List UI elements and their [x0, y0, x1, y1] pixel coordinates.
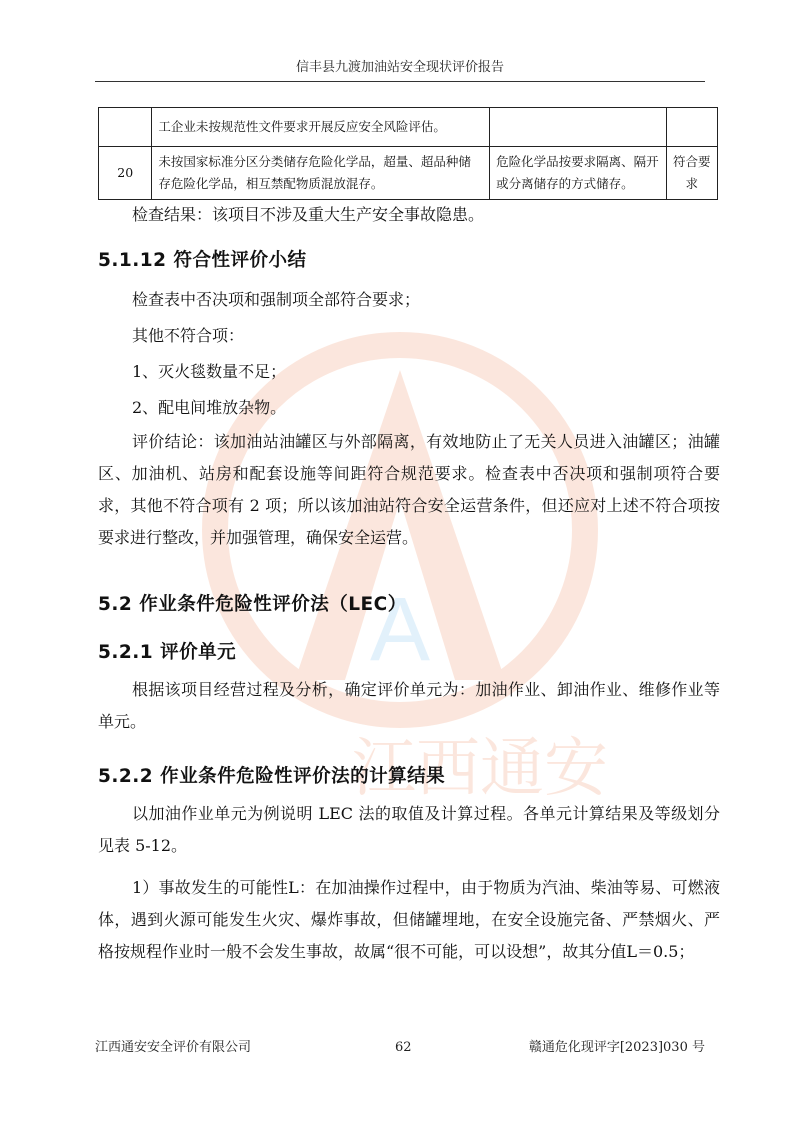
- actual-measure: 危险化学品按要求隔离、隔开或分离储存的方式储存。: [490, 147, 666, 200]
- summary-line-2: 其他不符合项：: [132, 326, 245, 345]
- footer-company: 江西通安安全评价有限公司: [95, 1040, 252, 1055]
- watermark-brand: 江西通安: [352, 732, 608, 806]
- check-table: [98, 107, 718, 200]
- evaluation-conclusion: 评价结论：该加油站油罐区与外部隔离，有效地防止了无关人员进入油罐区；油罐区、加油机、站房和配套设施等间距符合规范要求。检查表中否决项和强制项符合要求，其他不符合项有 2 项；所以该加油站符合安全运营条件，但还应对上述不符合项按要求进行整改，并加强管理，确保安全运营。: [98, 432, 720, 547]
- watermark-letters: A: [369, 580, 431, 680]
- lec-intro-text: 以加油作业单元为例说明 LEC 法的取值及计算过程。各单元计算结果及等级划分见表 5-12。: [98, 804, 720, 855]
- unit-division-text: 根据该项目经营过程及分析，确定评价单元为：加油作业、卸油作业、维修作业等单元。: [98, 680, 720, 731]
- check-result-cell: 符合要求: [666, 147, 717, 200]
- table-row: [99, 147, 718, 200]
- heading-5-1-12: 5.1.12 符合性评价小结: [98, 250, 307, 271]
- likelihood-text: 1）事故发生的可能性L：在加油操作过程中，由于物质为汽油、柴油等易、可燃液体，遇到火源可能发生火灾、爆炸事故，但储罐埋地，在安全设施完备、严禁烟火、严格按规程作业时一般不会发生事故，故属“很不可能，可以设想”，故其分值L＝0.5；: [98, 878, 720, 961]
- summary-line-1: 检查表中否决项和强制项全部符合要求；: [132, 290, 421, 309]
- heading-5-2: 5.2 作业条件危险性评价法（LEC）: [98, 594, 407, 615]
- check-result-cell: [666, 108, 717, 147]
- table-row: [99, 108, 718, 147]
- heading-5-2-2: 5.2.2 作业条件危险性评价法的计算结果: [98, 766, 446, 787]
- heading-5-2-1: 5.2.1 评价单元: [98, 642, 237, 663]
- footer-doc-number: 赣通危化现评字[2023]030 号: [528, 1040, 705, 1055]
- check-item: 未按国家标准分区分类储存危险化学品，超量、超品种储存危险化学品，相互禁配物质混放混存。: [152, 147, 490, 200]
- check-item: 工企业未按规范性文件要求开展反应安全风险评估。: [152, 108, 490, 147]
- actual-measure: [490, 108, 666, 147]
- row-number: [99, 108, 152, 147]
- nonconformity-item-1: 1、灭火毯数量不足；: [132, 362, 287, 381]
- row-number: 20: [99, 147, 152, 200]
- nonconformity-item-2: 2、配电间堆放杂物。: [132, 398, 287, 417]
- page-header: 信丰县九渡加油站安全现状评价报告: [95, 56, 705, 82]
- page-number: 62: [395, 1040, 412, 1055]
- check-result-text: 检查结果：该项目不涉及重大生产安全事故隐患。: [132, 205, 485, 224]
